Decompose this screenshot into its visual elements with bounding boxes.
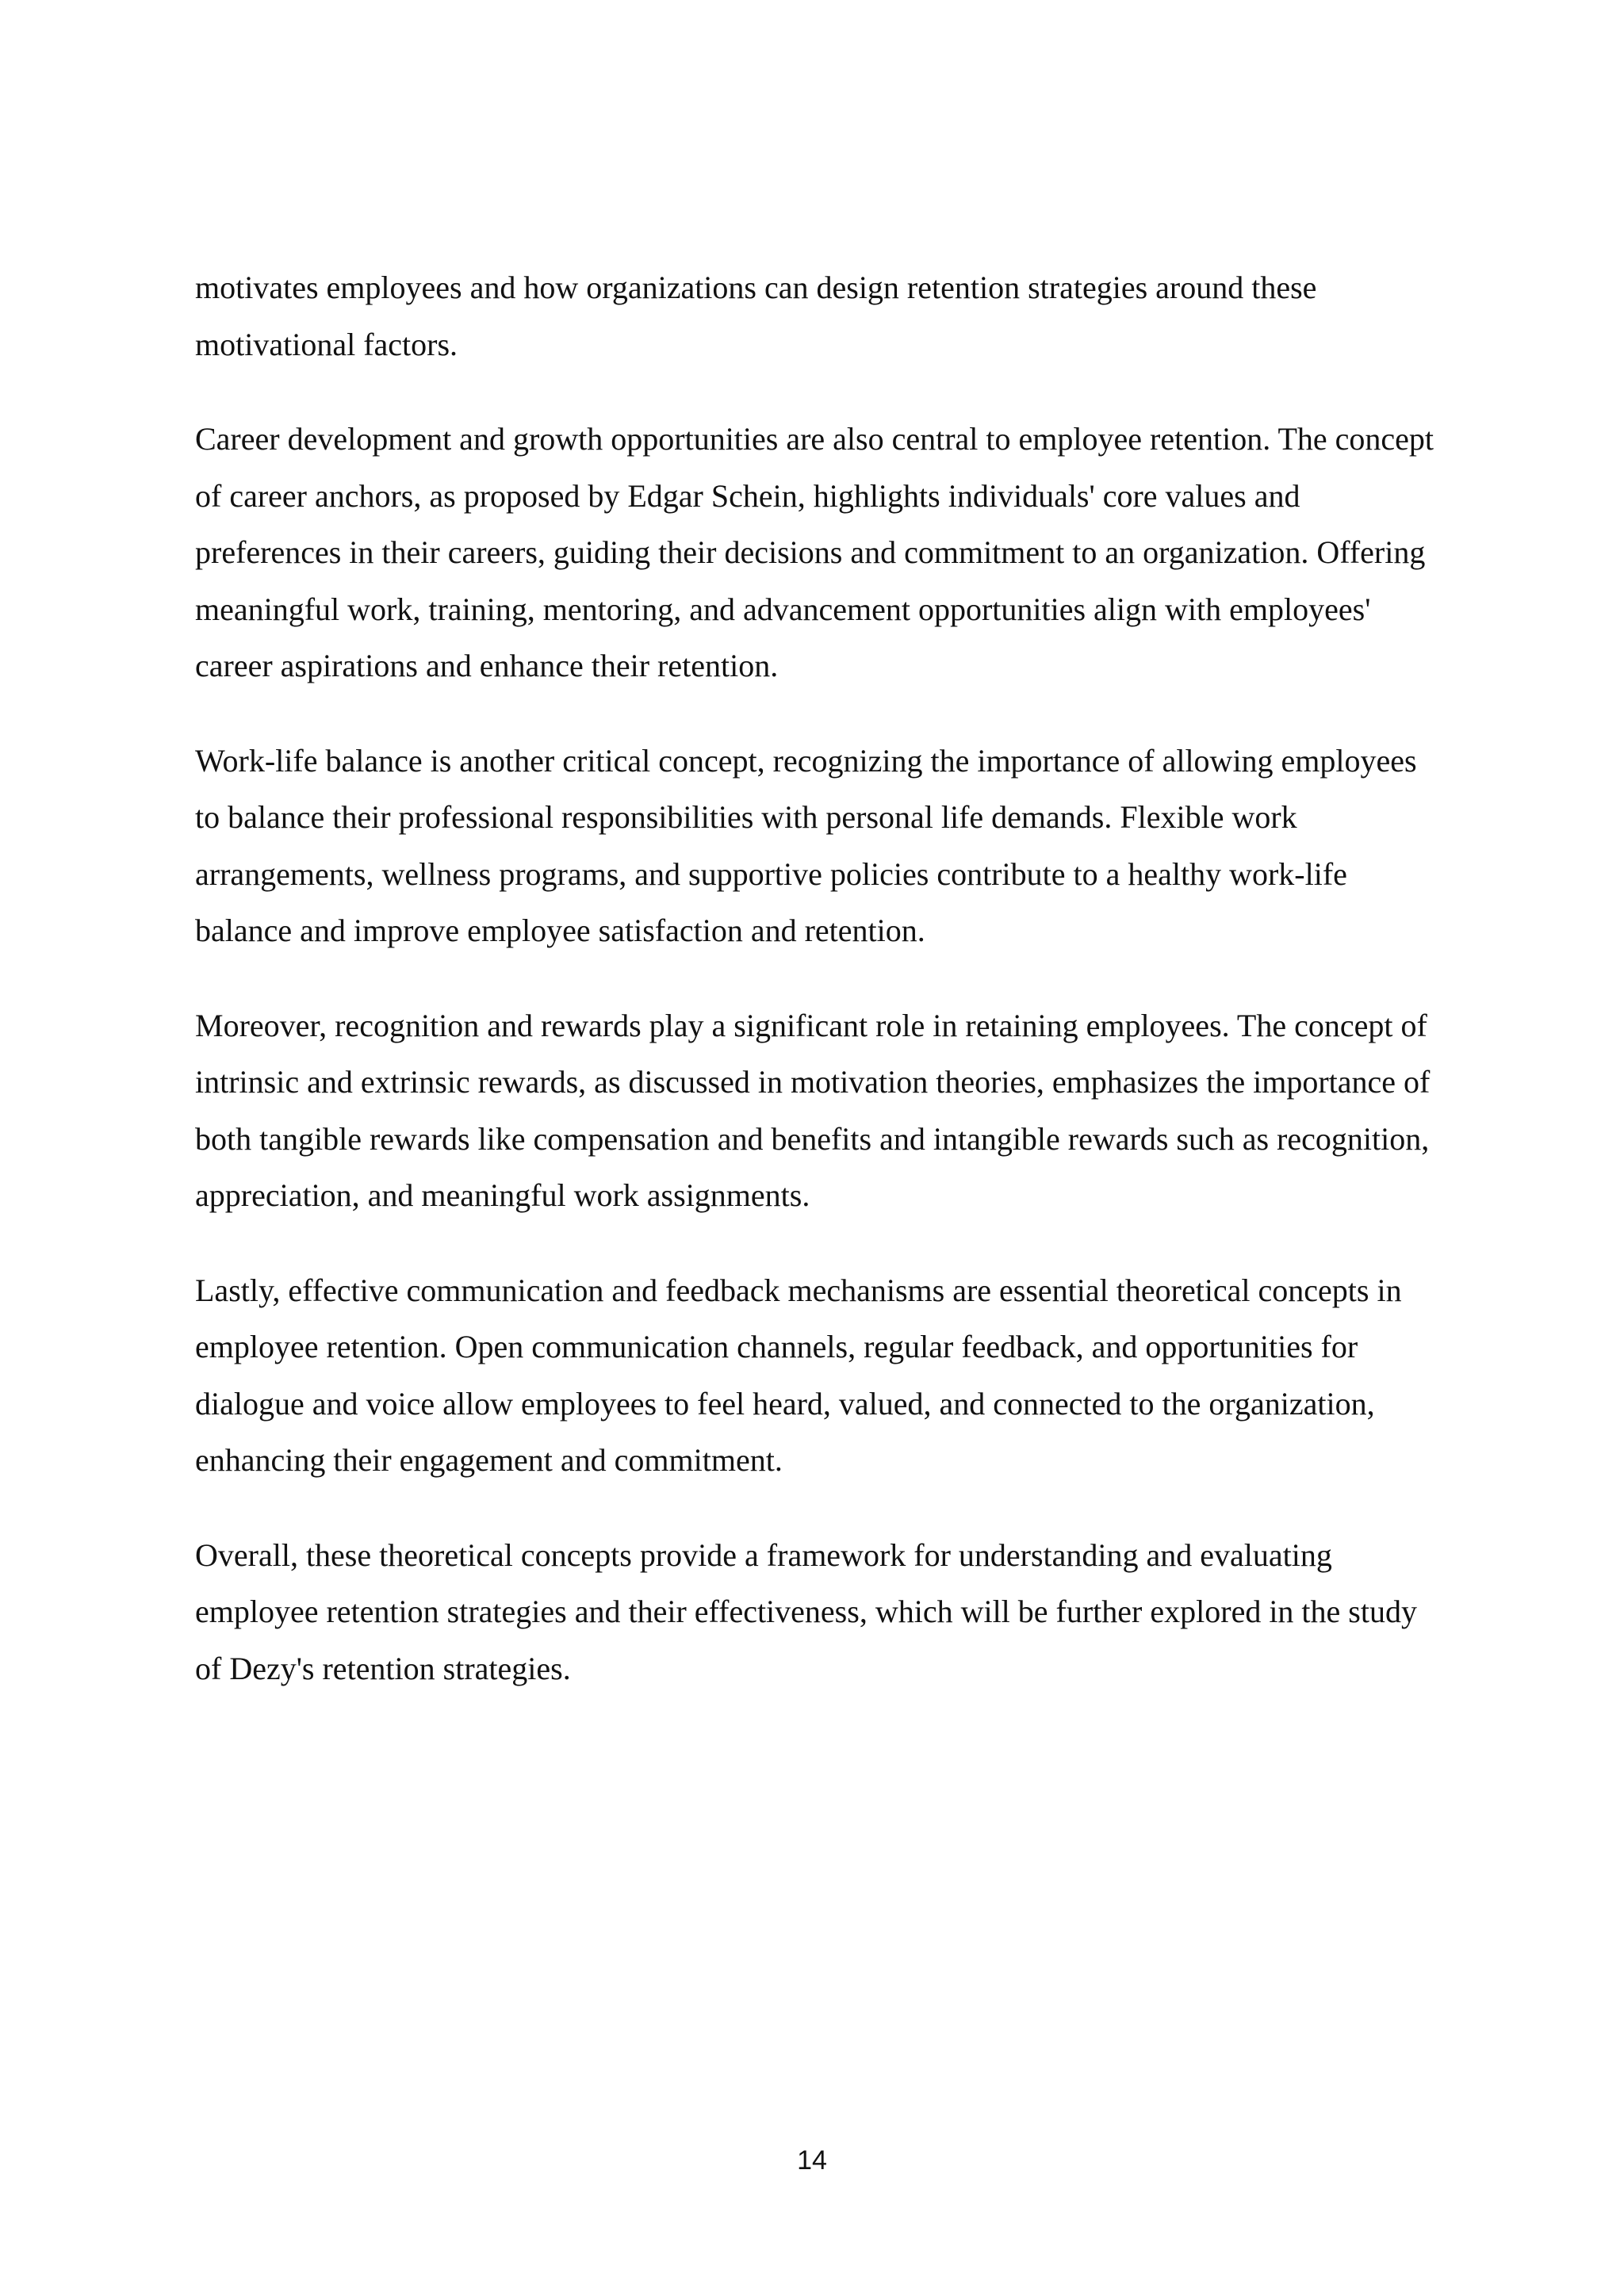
paragraph-communication-feedback: Lastly, effective communication and feedback mechanisms are essential theoretical concepts in employee retention. Open communication channels, regular feedback, and opportunities for dialogue and voice allow employees to feel heard, valued, and connected to the organization, enhancing their engagement and commitment. [195,1272,1402,1478]
paragraph-career-development: Career development and growth opportunities are also central to employee retention. The concept of career anchors, as proposed by Edgar Schein, highlights individuals' core values and preferences in their careers, guiding their decisions and commitment to an organization. Offering meaningful work, training, mentoring, and advancement opportunities align with employees' career aspirations and enhance their retention. [195,421,1434,683]
paragraph-motivation-continued: motivates employees and how organizations can design retention strategies around these motivational factors. [195,270,1317,362]
page-number: 14 [797,2145,827,2175]
paragraph-work-life-balance: Work-life balance is another critical concept, recognizing the importance of allowing employees to balance their professional responsibilities with personal life demands. Flexible work arrangements, wellness programs, and supportive policies contribute to a healthy work-life balance and improve employee satisfaction and retention. [195,742,1417,948]
paragraph-overall-summary: Overall, these theoretical concepts provide a framework for understanding and evaluating employee retention strategies and their effectiveness, which will be further explored in the study of Dezy's retention strategies. [195,1536,1417,1686]
body-text [195,259,1448,1735]
paragraph-recognition-rewards: Moreover, recognition and rewards play a significant role in retaining employees. The concept of intrinsic and extrinsic rewards, as discussed in motivation theories, emphasizes the importance of both tangible rewards like compensation and benefits and intangible rewards such as recognition, appreciation, and meaningful work assignments. [195,1007,1431,1213]
